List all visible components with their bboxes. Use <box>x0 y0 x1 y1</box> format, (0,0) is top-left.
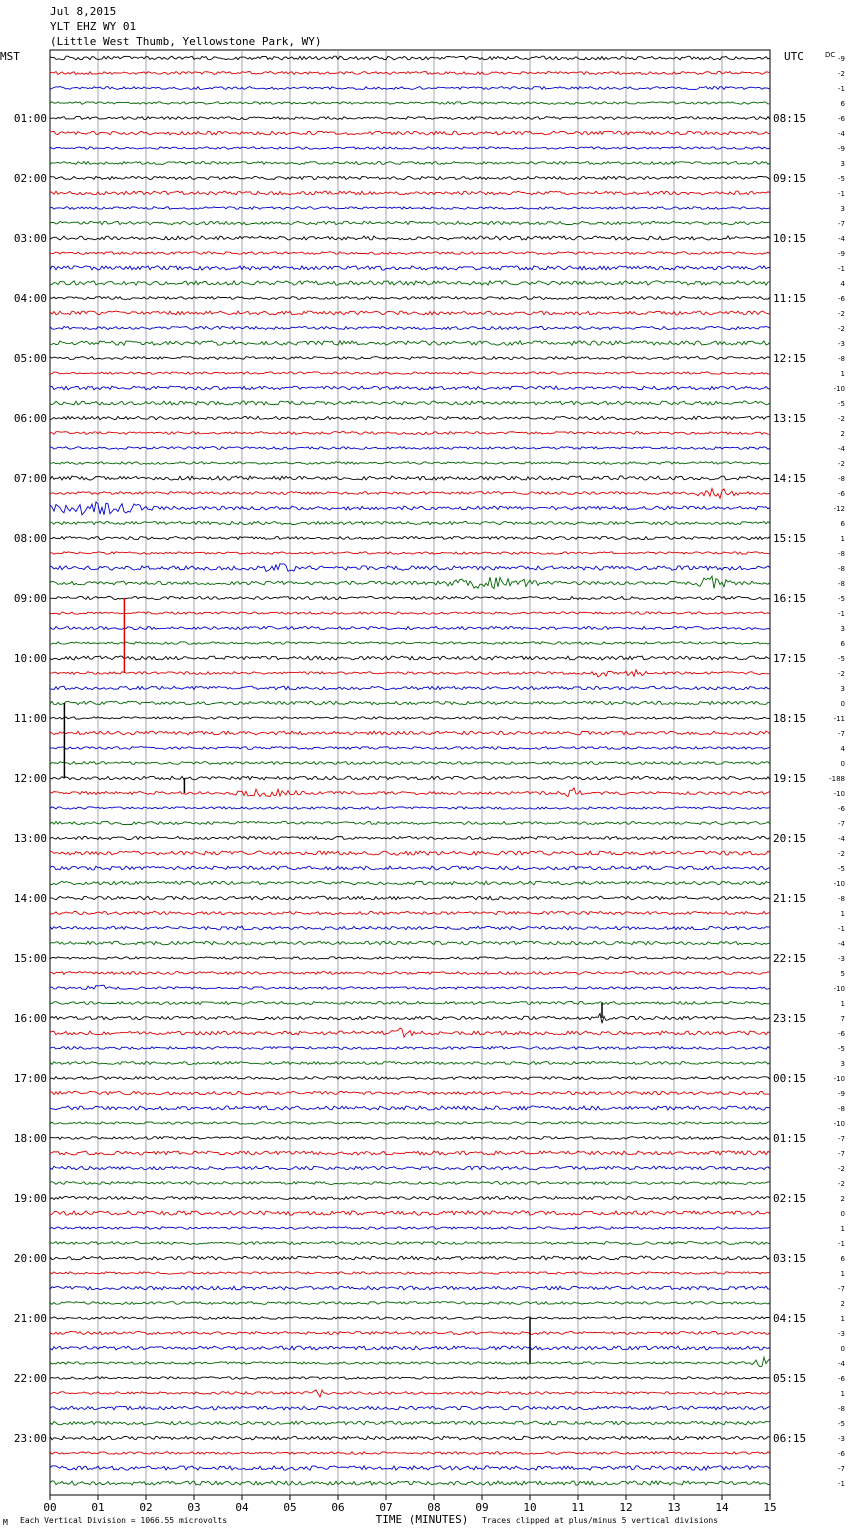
dc-offset-label: -2 <box>838 415 845 423</box>
right-hour-label: 15:15 <box>773 532 807 545</box>
right-hour-label: 14:15 <box>773 472 807 485</box>
dc-offset-label: 0 <box>840 760 845 768</box>
dc-offset-label: -1 <box>838 1480 845 1488</box>
seismic-trace <box>50 102 770 105</box>
seismic-trace <box>50 162 770 165</box>
seismic-trace <box>50 597 770 600</box>
right-hour-label: 04:15 <box>773 1312 807 1325</box>
seismic-trace <box>50 985 770 989</box>
right-hour-label: 17:15 <box>773 652 807 665</box>
seismic-trace <box>50 1302 770 1305</box>
dc-offset-label: -10 <box>833 880 845 888</box>
seismic-trace <box>50 776 770 780</box>
x-tick-label: 04 <box>235 1501 249 1514</box>
right-hour-label: 19:15 <box>773 772 807 785</box>
x-tick-label: 07 <box>379 1501 393 1514</box>
seismic-trace <box>50 1028 770 1037</box>
seismic-trace <box>50 297 770 300</box>
right-hour-label: 05:15 <box>773 1372 807 1385</box>
seismic-trace <box>50 521 770 524</box>
dc-offset-label: -9 <box>838 250 845 258</box>
dc-offset-label: -2 <box>838 670 845 678</box>
right-hour-label: 23:15 <box>773 1012 807 1025</box>
seismic-trace <box>50 1091 770 1094</box>
dc-offset-label: -2 <box>838 325 845 333</box>
x-tick-label: 15 <box>763 1501 777 1514</box>
left-hour-label: 19:00 <box>13 1192 47 1205</box>
dc-offset-label: 3 <box>840 160 845 168</box>
seismic-trace <box>50 1242 770 1245</box>
right-hour-label: 06:15 <box>773 1432 807 1445</box>
dc-offset-label: 1 <box>840 1390 845 1398</box>
seismic-trace <box>50 462 770 465</box>
seismic-trace <box>50 1377 770 1380</box>
x-tick-label: 14 <box>715 1501 729 1514</box>
dc-offset-label: -6 <box>838 1450 845 1458</box>
right-hour-label: 08:15 <box>773 112 807 125</box>
dc-offset-label: -1 <box>838 190 845 198</box>
dc-offset-label: -4 <box>838 130 845 138</box>
seismic-trace <box>50 642 770 645</box>
seismic-trace <box>50 432 770 435</box>
seismic-trace <box>50 176 770 179</box>
seismic-trace <box>50 56 770 60</box>
seismic-trace <box>50 896 770 900</box>
seismic-trace <box>50 1286 770 1290</box>
left-hour-label: 15:00 <box>13 952 47 965</box>
seismic-trace <box>50 326 770 329</box>
dc-offset-label: -2 <box>838 70 845 78</box>
seismic-trace <box>50 87 770 90</box>
seismic-trace <box>50 836 770 839</box>
seismic-trace <box>50 488 770 498</box>
seismic-trace <box>50 147 770 149</box>
seismic-trace <box>50 701 770 704</box>
dc-offset-label: -2 <box>838 310 845 318</box>
dc-offset-label: -8 <box>838 475 845 483</box>
seismic-trace <box>50 762 770 765</box>
dc-offset-label: -5 <box>838 400 845 408</box>
dc-offset-label: 4 <box>840 745 845 753</box>
dc-offset-label: 1 <box>840 1315 845 1323</box>
seismic-trace <box>50 670 770 677</box>
dc-offset-label: -9 <box>838 1090 845 1098</box>
x-tick-label: 00 <box>43 1501 57 1514</box>
seismic-trace <box>50 1166 770 1169</box>
x-tick-label: 09 <box>475 1501 489 1514</box>
seismic-trace <box>50 972 770 975</box>
seismic-trace <box>50 416 770 419</box>
x-tick-label: 05 <box>283 1501 297 1514</box>
dc-offset-label: 0 <box>840 1345 845 1353</box>
seismic-trace <box>50 656 770 660</box>
seismic-trace <box>50 788 770 797</box>
seismic-trace <box>50 612 770 614</box>
left-hour-label: 18:00 <box>13 1132 47 1145</box>
seismic-trace <box>50 851 770 855</box>
right-hour-label: 22:15 <box>773 952 807 965</box>
dc-offset-label: -11 <box>833 715 845 723</box>
dc-offset-label: -8 <box>838 895 845 903</box>
right-hour-label: 20:15 <box>773 832 807 845</box>
seismic-trace <box>50 131 770 135</box>
dc-offset-label: -6 <box>838 115 845 123</box>
x-axis-title: TIME (MINUTES) <box>375 1513 469 1526</box>
seismic-trace <box>50 1151 770 1155</box>
seismic-trace <box>50 957 770 959</box>
right-hour-label: 12:15 <box>773 352 807 365</box>
dc-offset-label: -4 <box>838 235 845 243</box>
x-tick-label: 13 <box>667 1501 681 1514</box>
seismic-trace <box>50 341 770 345</box>
dc-offset-label: -2 <box>838 1165 845 1173</box>
seismic-trace <box>50 1062 770 1065</box>
dc-offset-label: -2 <box>838 460 845 468</box>
right-hour-label: 18:15 <box>773 712 807 725</box>
dc-offset-label: -188 <box>829 775 845 783</box>
right-hour-label: 09:15 <box>773 172 807 185</box>
seismic-trace <box>50 1317 770 1320</box>
seismic-trace <box>50 866 770 870</box>
seismic-trace <box>50 747 770 750</box>
footer-mark: M <box>3 1518 8 1527</box>
dc-offset-label: -7 <box>838 1285 845 1293</box>
right-hour-label: 00:15 <box>773 1072 807 1085</box>
dc-offset-label: -5 <box>838 1420 845 1428</box>
dc-offset-label: 6 <box>840 1255 845 1263</box>
dc-offset-label: -3 <box>838 955 845 963</box>
seismic-trace <box>50 281 770 285</box>
seismic-trace <box>50 881 770 885</box>
seismic-trace <box>50 1272 770 1274</box>
seismic-trace <box>50 552 770 554</box>
x-tick-label: 01 <box>91 1501 105 1514</box>
seismic-trace <box>50 717 770 720</box>
left-hour-label: 07:00 <box>13 472 47 485</box>
left-hour-label: 22:00 <box>13 1372 47 1385</box>
dc-offset-label: 1 <box>840 1000 845 1008</box>
seismic-trace <box>50 1197 770 1200</box>
seismic-trace <box>50 1436 770 1440</box>
x-tick-label: 10 <box>523 1501 537 1514</box>
seismic-trace <box>50 686 770 690</box>
dc-offset-label: -7 <box>838 730 845 738</box>
dc-offset-label: -9 <box>838 145 845 153</box>
dc-offset-label: -6 <box>838 1030 845 1038</box>
right-hour-label: 21:15 <box>773 892 807 905</box>
seismic-trace <box>50 1452 770 1455</box>
seismic-trace <box>50 564 770 572</box>
header-station: YLT EHZ WY 01 <box>50 20 137 33</box>
left-hour-label: 23:00 <box>13 1432 47 1445</box>
seismic-trace <box>50 1001 770 1004</box>
dc-offset-label: 7 <box>840 1015 845 1023</box>
header-date: Jul 8,2015 <box>50 5 117 18</box>
dc-offset-label: -10 <box>833 1120 845 1128</box>
dc-offset-label: -1 <box>838 265 845 273</box>
dc-offset-label: -5 <box>838 595 845 603</box>
x-tick-label: 11 <box>571 1501 585 1514</box>
dc-offset-label: 0 <box>840 700 845 708</box>
x-tick-label: 06 <box>331 1501 345 1514</box>
dc-offset-label: -12 <box>833 505 845 513</box>
seismic-trace <box>50 372 770 374</box>
dc-offset-label: -6 <box>838 295 845 303</box>
seismic-trace <box>50 357 770 360</box>
dc-offset-label: 6 <box>840 520 845 528</box>
footer-scale-note: Each Vertical Division = 1066.55 microvolts <box>20 1516 228 1525</box>
seismic-trace <box>50 1014 770 1024</box>
dc-offset-label: 1 <box>840 1225 845 1233</box>
dc-offset-label: -10 <box>833 385 845 393</box>
left-hour-label: 12:00 <box>13 772 47 785</box>
right-timezone-label: UTC <box>784 50 804 63</box>
dc-offset-label: 4 <box>840 280 845 288</box>
left-hour-label: 01:00 <box>13 112 47 125</box>
dc-offset-label: 3 <box>840 205 845 213</box>
dc-offset-label: -1 <box>838 1240 845 1248</box>
dc-offset-label: -4 <box>838 940 845 948</box>
left-hour-label: 06:00 <box>13 412 47 425</box>
seismic-trace <box>50 1137 770 1140</box>
seismic-trace <box>50 1077 770 1080</box>
seismic-trace <box>50 1047 770 1050</box>
dc-offset-label: 6 <box>840 100 845 108</box>
seismic-trace <box>50 252 770 255</box>
seismic-trace <box>50 476 770 480</box>
seismic-trace <box>50 117 770 120</box>
dc-offset-label: -1 <box>838 85 845 93</box>
seismic-trace <box>50 1406 770 1410</box>
seismic-trace <box>50 502 770 515</box>
dc-offset-label: -9 <box>838 55 845 63</box>
right-hour-label: 13:15 <box>773 412 807 425</box>
dc-label: DC <box>825 51 836 59</box>
dc-offset-label: 2 <box>840 430 845 438</box>
left-hour-label: 21:00 <box>13 1312 47 1325</box>
seismic-trace <box>50 1227 770 1229</box>
x-tick-label: 03 <box>187 1501 201 1514</box>
left-timezone-label: MST <box>0 50 20 63</box>
left-hour-label: 17:00 <box>13 1072 47 1085</box>
right-hour-label: 10:15 <box>773 232 807 245</box>
seismic-trace <box>50 537 770 540</box>
left-hour-label: 16:00 <box>13 1012 47 1025</box>
left-hour-label: 08:00 <box>13 532 47 545</box>
dc-offset-label: -6 <box>838 490 845 498</box>
dc-offset-label: 2 <box>840 1195 845 1203</box>
seismic-trace <box>50 1182 770 1185</box>
seismic-trace <box>50 1122 770 1124</box>
seismic-trace <box>50 236 770 240</box>
seismic-trace <box>50 401 770 405</box>
dc-offset-label: 1 <box>840 910 845 918</box>
dc-offset-label: -1 <box>838 925 845 933</box>
seismic-trace <box>50 941 770 945</box>
seismic-trace <box>50 911 770 914</box>
seismic-trace <box>50 1466 770 1470</box>
seismic-trace <box>50 731 770 735</box>
right-hour-label: 16:15 <box>773 592 807 605</box>
dc-offset-label: 1 <box>840 535 845 543</box>
dc-offset-label: -8 <box>838 1105 845 1113</box>
dc-offset-label: 2 <box>840 1300 845 1308</box>
dc-offset-label: -5 <box>838 1045 845 1053</box>
seismic-trace <box>50 311 770 315</box>
seismic-trace <box>50 1211 770 1215</box>
seismic-trace <box>50 207 770 210</box>
dc-offset-label: -2 <box>838 850 845 858</box>
dc-offset-label: 3 <box>840 625 845 633</box>
left-hour-label: 02:00 <box>13 172 47 185</box>
dc-offset-label: -4 <box>838 445 845 453</box>
dc-offset-label: 3 <box>840 685 845 693</box>
dc-offset-label: -10 <box>833 985 845 993</box>
seismic-trace <box>50 821 770 824</box>
seismic-trace <box>50 72 770 75</box>
seismic-trace <box>50 266 770 270</box>
dc-offset-label: -5 <box>838 865 845 873</box>
seismic-trace <box>50 191 770 195</box>
dc-offset-label: -1 <box>838 610 845 618</box>
dc-offset-label: 6 <box>840 640 845 648</box>
seismic-trace <box>50 447 770 450</box>
seismic-trace <box>50 386 770 390</box>
left-hour-label: 10:00 <box>13 652 47 665</box>
left-hour-label: 05:00 <box>13 352 47 365</box>
right-hour-label: 01:15 <box>773 1132 807 1145</box>
seismic-trace <box>50 1421 770 1425</box>
dc-offset-label: -7 <box>838 820 845 828</box>
seismic-trace <box>50 1332 770 1335</box>
dc-offset-label: 1 <box>840 1270 845 1278</box>
seismic-trace <box>50 807 770 809</box>
dc-offset-label: -3 <box>838 1435 845 1443</box>
left-hour-label: 09:00 <box>13 592 47 605</box>
left-hour-label: 11:00 <box>13 712 47 725</box>
right-hour-label: 02:15 <box>773 1192 807 1205</box>
x-tick-label: 08 <box>427 1501 441 1514</box>
dc-offset-label: -10 <box>833 1075 845 1083</box>
seismic-trace <box>50 576 770 589</box>
dc-offset-label: -8 <box>838 565 845 573</box>
dc-offset-label: -2 <box>838 1180 845 1188</box>
seismic-trace <box>50 1481 770 1485</box>
dc-offset-label: -10 <box>833 790 845 798</box>
x-tick-label: 02 <box>139 1501 153 1514</box>
left-hour-label: 20:00 <box>13 1252 47 1265</box>
footer-clip-note: Traces clipped at plus/minus 5 vertical divisions <box>482 1516 719 1525</box>
dc-offset-label: -8 <box>838 355 845 363</box>
dc-offset-label: 1 <box>840 370 845 378</box>
dc-offset-label: -5 <box>838 655 845 663</box>
seismic-trace <box>50 1346 770 1350</box>
dc-offset-label: -7 <box>838 1465 845 1473</box>
left-hour-label: 03:00 <box>13 232 47 245</box>
right-hour-label: 11:15 <box>773 292 807 305</box>
seismic-trace <box>50 1357 770 1367</box>
dc-offset-label: -8 <box>838 580 845 588</box>
dc-offset-label: 3 <box>840 1060 845 1068</box>
left-hour-label: 14:00 <box>13 892 47 905</box>
header-location: (Little West Thumb, Yellowstone Park, WY) <box>50 35 322 48</box>
dc-offset-label: -5 <box>838 175 845 183</box>
seismic-trace <box>50 1106 770 1110</box>
right-hour-label: 03:15 <box>773 1252 807 1265</box>
seismic-trace <box>50 626 770 629</box>
dc-offset-label: -3 <box>838 1330 845 1338</box>
dc-offset-label: -8 <box>838 1405 845 1413</box>
dc-offset-label: -4 <box>838 1360 845 1368</box>
dc-offset-label: -8 <box>838 550 845 558</box>
dc-offset-label: -4 <box>838 835 845 843</box>
seismic-trace <box>50 1256 770 1260</box>
dc-offset-label: -7 <box>838 220 845 228</box>
dc-offset-label: -3 <box>838 340 845 348</box>
left-hour-label: 13:00 <box>13 832 47 845</box>
left-hour-label: 04:00 <box>13 292 47 305</box>
dc-offset-label: 0 <box>840 1210 845 1218</box>
dc-offset-label: -7 <box>838 1135 845 1143</box>
dc-offset-label: 5 <box>840 970 845 978</box>
dc-offset-label: -7 <box>838 1150 845 1158</box>
x-tick-label: 12 <box>619 1501 633 1514</box>
seismic-trace <box>50 221 770 224</box>
seismic-trace <box>50 1390 770 1397</box>
seismic-trace <box>50 926 770 930</box>
dc-offset-label: -6 <box>838 805 845 813</box>
dc-offset-label: -6 <box>838 1375 845 1383</box>
